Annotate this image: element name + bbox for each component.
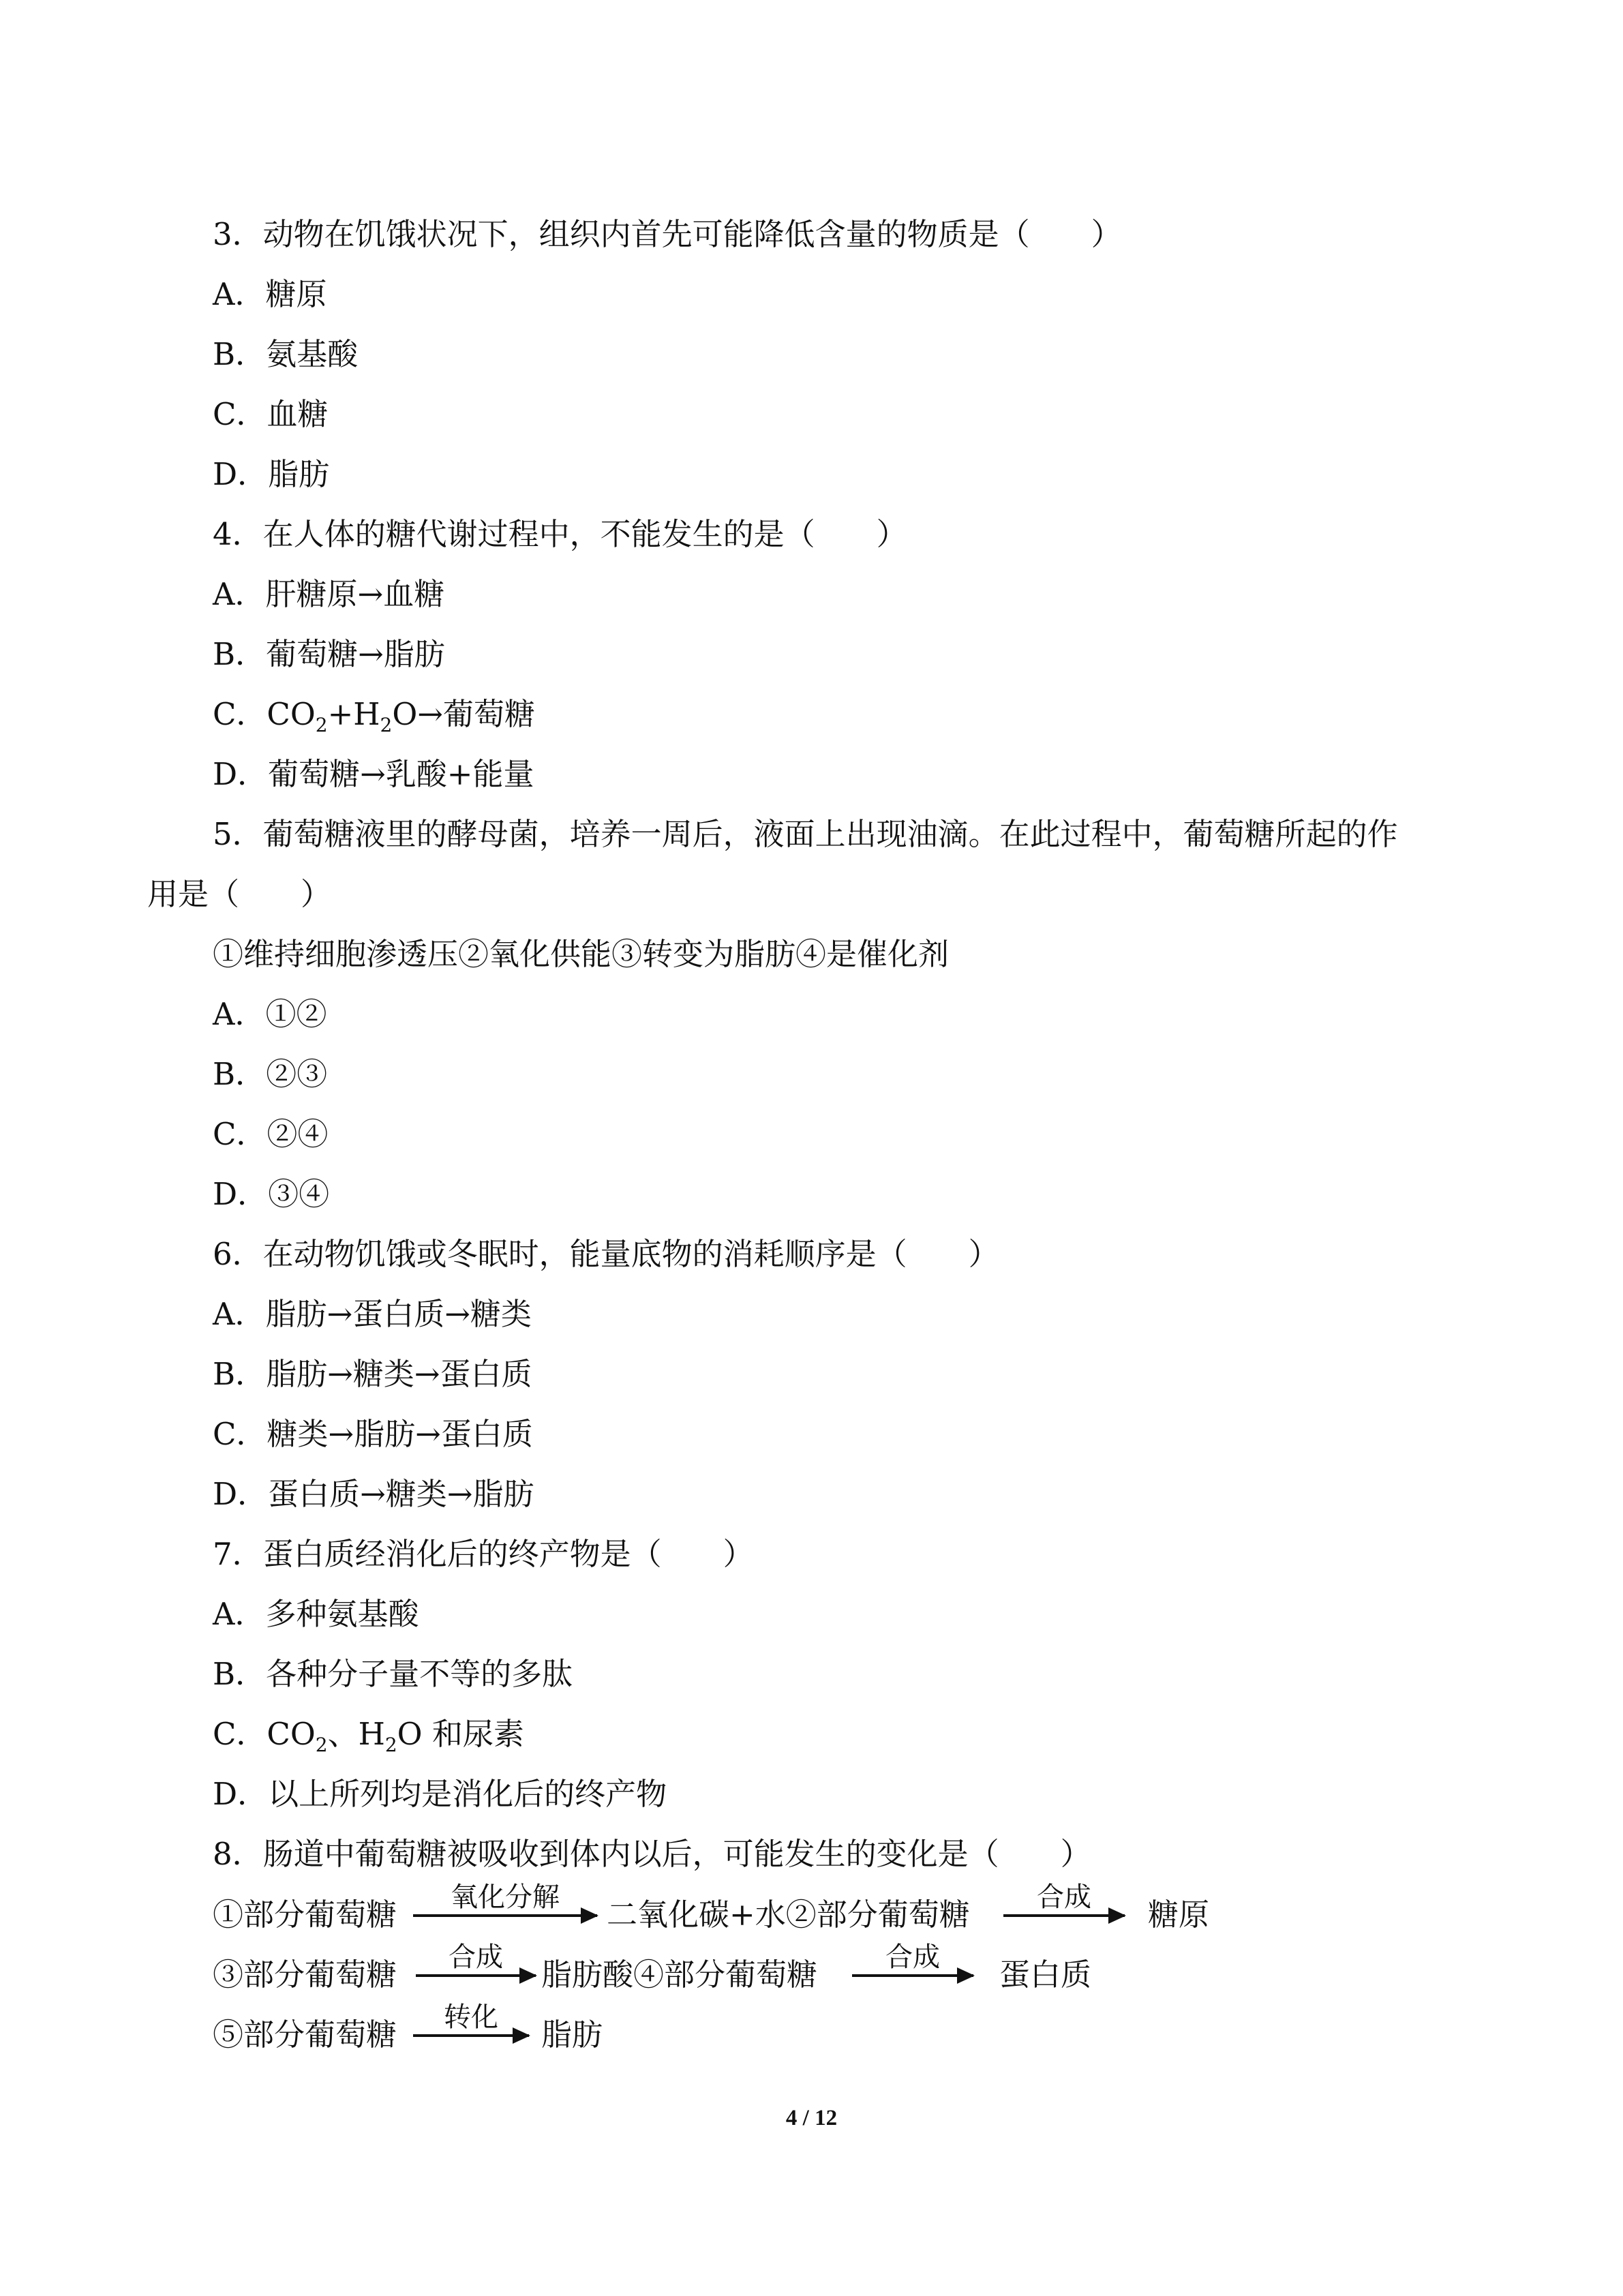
q7-stem: 7．蛋白质经消化后的终产物是（ ）: [213, 1536, 754, 1572]
q7-c-sub1: 2: [315, 1734, 328, 1756]
q8-stem: 8．肠道中葡萄糖被吸收到体内以后，可能发生的变化是（ ）: [213, 1836, 1091, 1872]
q7-c-sub2: 2: [384, 1734, 397, 1756]
q8-row3-arrow1-label: 转化: [444, 2002, 498, 2033]
q8-row1-start: ①部分葡萄糖: [213, 1897, 397, 1933]
q8-row3-start: ⑤部分葡萄糖: [213, 2016, 397, 2053]
page-number: 4 / 12: [785, 2106, 838, 2130]
q6-option-a: A．脂肪→蛋白质→糖类: [213, 1296, 532, 1332]
q5-option-c: C．②④: [213, 1116, 329, 1152]
q8-row1-arrow2-icon: [1003, 1914, 1125, 1917]
q8-row3-end: 脂肪: [541, 2016, 603, 2053]
q8-row2-arrow1-icon: [416, 1974, 536, 1977]
q6-option-d: D．蛋白质→糖类→脂肪: [213, 1476, 534, 1512]
q4-option-b: B．葡萄糖→脂肪: [213, 636, 445, 672]
q5-option-d: D．③④: [213, 1176, 330, 1212]
q3-option-c: C．血糖: [213, 396, 329, 432]
q7-c-suffix: O 和尿素: [397, 1716, 524, 1752]
q4-c-sub2: 2: [380, 714, 393, 736]
q7-c-mid: 、H: [327, 1716, 385, 1752]
q5-statements: ①维持细胞渗透压②氧化供能③转变为脂肪④是催化剂: [213, 936, 950, 972]
q4-c-suffix: O→葡萄糖: [392, 696, 535, 732]
q3-option-b: B．氨基酸: [213, 336, 359, 372]
q5-stem-line2: 用是（ ）: [147, 876, 332, 912]
q4-c-sub1: 2: [315, 714, 328, 736]
q8-row3-arrow1-icon: [413, 2034, 529, 2037]
q4-c-mid: +H: [327, 696, 380, 732]
q6-option-b: B．脂肪→糖类→蛋白质: [213, 1356, 532, 1392]
q3-option-a: A．糖原: [213, 276, 327, 312]
q4-option-a: A．肝糖原→血糖: [213, 576, 445, 612]
q4-stem: 4．在人体的糖代谢过程中，不能发生的是（ ）: [213, 516, 907, 552]
q8-row1-arrow1-icon: [413, 1914, 597, 1917]
q7-c-prefix: C．CO: [213, 1716, 316, 1752]
q8-row2-arrow2-label: 合成: [885, 1942, 940, 1973]
q3-stem: 3．动物在饥饿状况下，组织内首先可能降低含量的物质是（ ）: [213, 216, 1122, 252]
q8-row2-arrow2-icon: [852, 1974, 973, 1977]
q8-row2-start: ③部分葡萄糖: [213, 1957, 397, 1993]
q8-row2-end: 蛋白质: [999, 1957, 1092, 1993]
q7-option-a: A．多种氨基酸: [213, 1596, 419, 1632]
q7-option-d: D．以上所列均是消化后的终产物: [213, 1776, 667, 1812]
q4-option-d: D．葡萄糖→乳酸+能量: [213, 756, 534, 792]
q5-option-a: A．①②: [213, 996, 327, 1032]
q8-row1-mid: 二氧化碳+水②部分葡萄糖: [607, 1897, 970, 1933]
q4-option-c: [213, 694, 535, 735]
q7-option-c: [213, 1714, 524, 1755]
q3-option-d: D．脂肪: [213, 456, 330, 492]
q6-stem: 6．在动物饥饿或冬眠时，能量底物的消耗顺序是（ ）: [213, 1236, 999, 1272]
q6-option-c: C．糖类→脂肪→蛋白质: [213, 1416, 533, 1452]
q4-c-prefix: C．CO: [213, 696, 316, 732]
q5-option-b: B．②③: [213, 1056, 328, 1092]
q8-row2-arrow1-label: 合成: [449, 1942, 503, 1973]
q7-option-b: B．各种分子量不等的多肽: [213, 1656, 573, 1692]
q8-row1-arrow1-label: 氧化分解: [451, 1882, 560, 1913]
q8-row1-end: 糖原: [1148, 1897, 1210, 1933]
q5-stem-line1: 5．葡萄糖液里的酵母菌，培养一周后，液面上出现油滴。在此过程中，葡萄糖所起的作: [213, 816, 1398, 852]
q8-row1-arrow2-label: 合成: [1037, 1882, 1091, 1913]
q8-row2-mid: 脂肪酸④部分葡萄糖: [541, 1957, 818, 1993]
